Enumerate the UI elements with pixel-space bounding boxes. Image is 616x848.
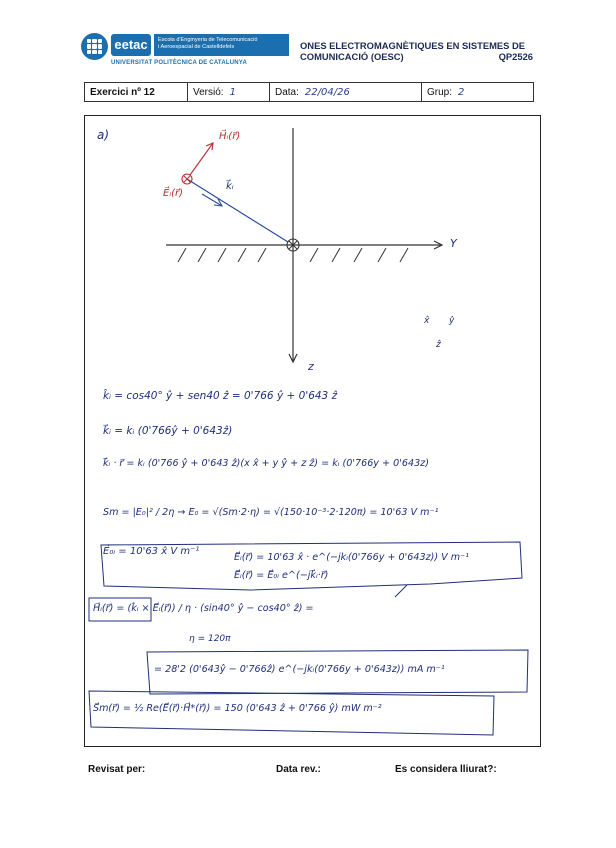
course-code: QP2526: [498, 51, 533, 62]
group-cell: Grup: 2: [427, 86, 465, 98]
equation-line: H⃗ᵢ(r⃗) = (k̂ᵢ × E⃗ᵢ(r⃗)) / η · (sin40° ŷ − cos40° ẑ) =: [93, 603, 314, 614]
university-name: UNIVERSITAT POLITÈCNICA DE CATALUNYA: [111, 60, 247, 66]
date-cell: Data: 22/04/26: [270, 83, 422, 101]
triad-x: x̂: [424, 316, 430, 326]
triad-z: ẑ: [436, 340, 441, 350]
delivered-label: Es considera lliurat?:: [395, 764, 497, 775]
triad-y: ŷ: [449, 316, 455, 326]
e-field-label: E⃗ᵢ(r⃗): [163, 188, 184, 199]
review-date-label: Data rev.:: [276, 764, 321, 775]
reviewed-by-label: Revisat per:: [88, 764, 146, 775]
equation-line: η = 120π: [189, 634, 231, 644]
exercise-number: Exercici nº 12: [85, 83, 188, 101]
equation-line: E⃗ᵢ(r⃗) = E⃗₀ᵢ e^(−jk⃗ᵢ·r⃗): [234, 570, 329, 581]
equation-line: E⃗₀ᵢ = 10'63 x̂ V m⁻¹: [103, 546, 200, 557]
equation-line: = 28'2 (0'643ŷ − 0'766ẑ) e^(−jkᵢ(0'766y + 0'643z)) mA m⁻¹: [154, 664, 445, 675]
equation-line: Sm = |E₀|² / 2η → E₀ = √(Sm·2·η) = √(150·10⁻³·2·120π) = 10'63 V m⁻¹: [103, 507, 439, 518]
course-title: ONES ELECTROMAGNÈTIQUES EN SISTEMES DE COMUNICACIÓ (OESC): [300, 40, 526, 62]
y-axis-label: Y: [450, 237, 457, 250]
version-value: 1: [229, 86, 236, 98]
z-axis-label: z: [308, 360, 314, 373]
h-field-label: H⃗ᵢ(r⃗): [219, 131, 241, 142]
school-name: Escola d'Enginyeria de Telecomunicació i Aeroespacial de Castelldefels: [154, 34, 289, 56]
equation-line: S⃗m(r⃗) = ½ Re(E⃗(r⃗)·H⃗*(r⃗)) = 150 (0'643 ẑ + 0'766 ŷ) mW m⁻²: [93, 703, 382, 714]
equation-line: k⃗ᵢ = kᵢ (0'766ŷ + 0'643ẑ): [103, 425, 233, 437]
version-cell: Versió: 1: [188, 83, 270, 101]
equation-line: k̂ᵢ = cos40° ŷ + sen40 ẑ = 0'766 ŷ + 0'643 ẑ: [103, 390, 338, 402]
part-label: a): [97, 128, 110, 142]
k-vector-label: k⃗ᵢ: [226, 181, 234, 192]
group-value: 2: [458, 86, 465, 98]
equation-line: k⃗ᵢ · r⃗ = kᵢ (0'766 ŷ + 0'643 ẑ)(x x̂ + y ŷ + z ẑ) = kᵢ (0'766y + 0'643z): [103, 458, 429, 469]
equation-line: E⃗ᵢ(r⃗) = 10'63 x̂ · e^(−jkᵢ(0'766y + 0'643z)) V m⁻¹: [234, 552, 470, 563]
eetac-logo: eetac: [111, 34, 151, 56]
date-value: 22/04/26: [304, 86, 350, 98]
